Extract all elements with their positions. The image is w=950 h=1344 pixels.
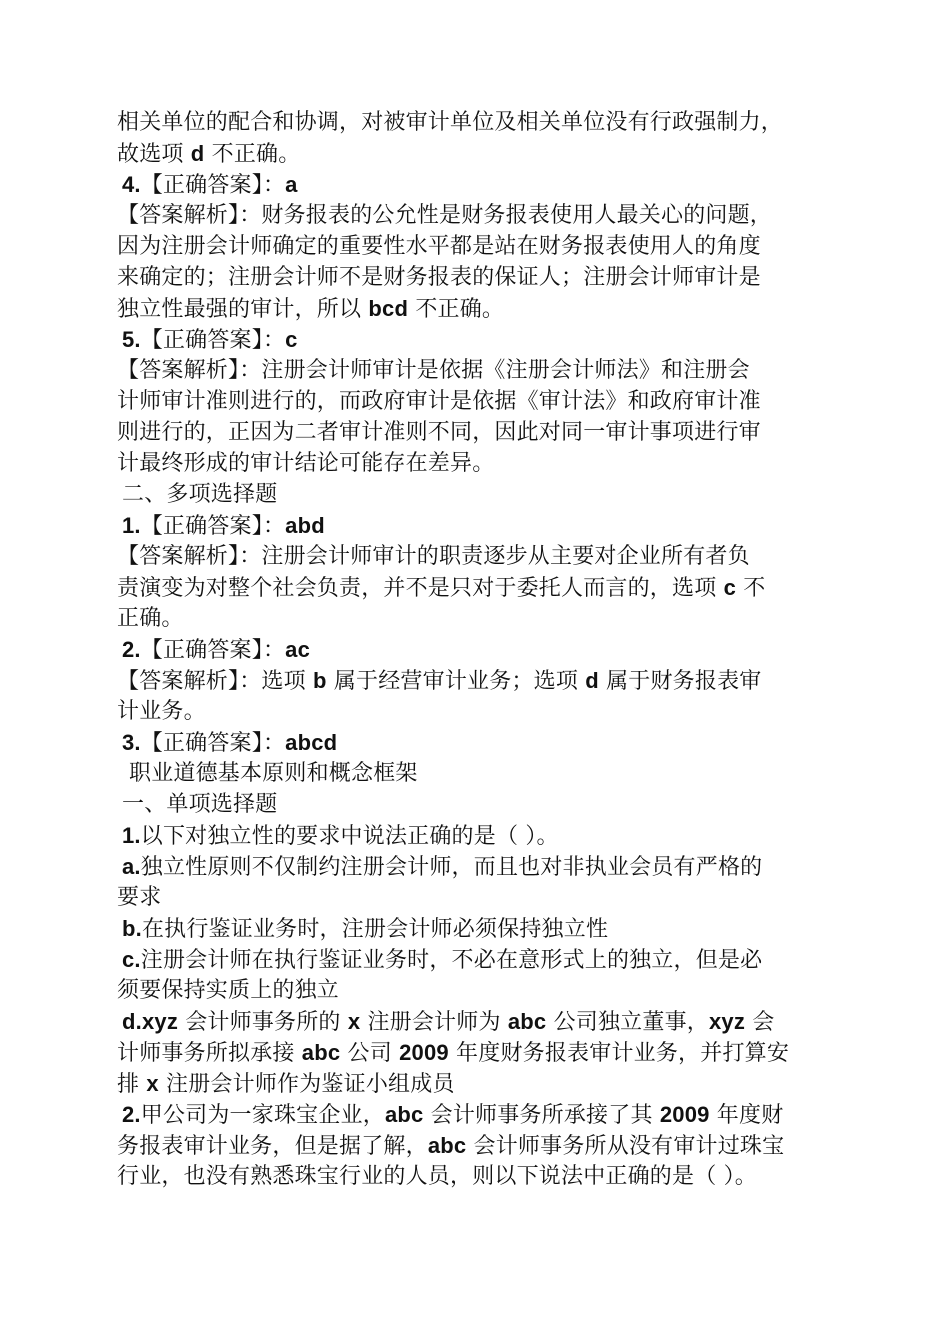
text-line: 计师事务所拟承接 abc 公司 2009 年度财务报表审计业务，并打算安: [117, 1040, 790, 1066]
text-line: 故选项 d 不正确。: [117, 141, 301, 167]
question-stem: 2.甲公司为一家珠宝企业，abc 会计师事务所承接了其 2009 年度财: [122, 1102, 784, 1128]
text-line: 排 x 注册会计师作为鉴证小组成员: [117, 1071, 455, 1097]
option-a: a.独立性原则不仅制约注册会计师，而且也对非执业会员有严格的: [122, 854, 763, 880]
chapter-title: 职业道德基本原则和概念框架: [129, 761, 418, 786]
text-line: 来确定的；注册会计师不是财务报表的保证人；注册会计师审计是: [117, 265, 761, 290]
answer-explanation: 【答案解析】：财务报表的公允性是财务报表使用人最关心的问题，: [117, 203, 773, 228]
text-line: 计师审计准则进行的，而政府审计是依据《审计法》和政府审计准: [117, 389, 761, 414]
answer-explanation: 【答案解析】：注册会计师审计的职责逐步从主要对企业所有者负: [117, 544, 750, 569]
option-d: d.xyz 会计师事务所的 x 注册会计师为 abc 公司独立董事，xyz 会: [122, 1009, 775, 1035]
text-line: 相关单位的配合和协调，对被审计单位及相关单位没有行政强制力，: [117, 110, 784, 135]
text-line: 务报表审计业务，但是据了解，abc 会计师事务所从没有审计过珠宝: [117, 1133, 785, 1159]
text-line: 正确。: [117, 606, 184, 631]
section-heading: 一、单项选择题: [122, 792, 278, 817]
answer-heading: 4.【正确答案】：a: [122, 172, 298, 198]
answer-heading: 3.【正确答案】：abcd: [122, 730, 338, 756]
answer-explanation: 【答案解析】：注册会计师审计是依据《注册会计师法》和注册会: [117, 358, 750, 383]
text-line: 因为注册会计师确定的重要性水平都是站在财务报表使用人的角度: [117, 234, 761, 259]
question-stem: 1.以下对独立性的要求中说法正确的是（ ）。: [122, 823, 559, 849]
text-line: 计最终形成的审计结论可能存在差异。: [117, 451, 495, 476]
text-line: 则进行的，正因为二者审计准则不同，因此对同一审计事项进行审: [117, 420, 761, 445]
text-line: 须要保持实质上的独立: [117, 978, 340, 1003]
text-line: 行业，也没有熟悉珠宝行业的人员，则以下说法中正确的是（ ）。: [117, 1164, 757, 1189]
text-line: 责演变为对整个社会负责，并不是只对于委托人而言的，选项 c 不: [117, 575, 766, 601]
section-heading: 二、多项选择题: [122, 482, 278, 507]
answer-heading: 2.【正确答案】：ac: [122, 637, 311, 663]
text-line: 计业务。: [117, 699, 206, 724]
answer-explanation: 【答案解析】：选项 b 属于经营审计业务；选项 d 属于财务报表审: [117, 668, 762, 694]
option-c: c.注册会计师在执行鉴证业务时，不必在意形式上的独立，但是必: [122, 947, 763, 973]
option-b: b.在执行鉴证业务时，注册会计师必须保持独立性: [122, 916, 609, 942]
answer-heading: 1.【正确答案】：abd: [122, 513, 325, 539]
answer-heading: 5.【正确答案】：c: [122, 327, 298, 353]
text-line: 独立性最强的审计，所以 bcd 不正确。: [117, 296, 505, 322]
text-line: 要求: [117, 885, 162, 910]
document-body: [117, 107, 845, 1192]
